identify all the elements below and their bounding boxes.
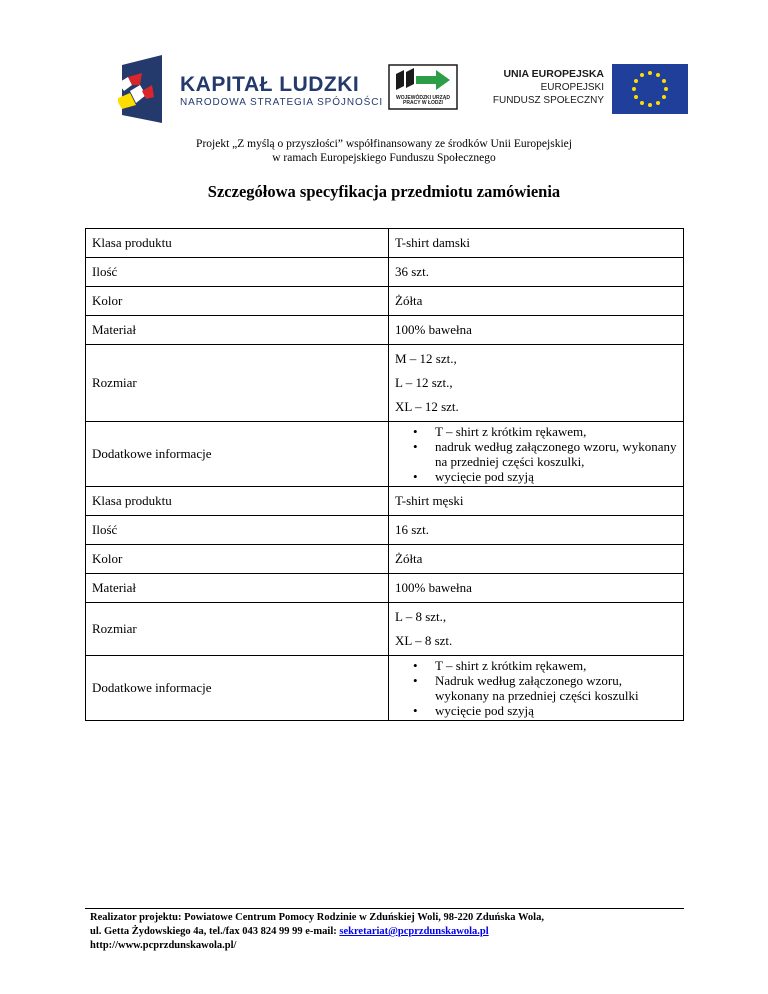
project-line-1: Projekt „Z myślą o przyszłości” współfinansowany ze środków Unii Europejskiej [196,138,572,150]
cell-label: Klasa produktu [86,487,389,516]
table-row-size-1 [86,345,684,422]
size-line: L – 12 szt., [395,375,453,390]
table-row-size-2 [86,603,684,656]
specification-table [85,228,684,721]
kapital-ludzki-title: KAPITAŁ LUDZKI [180,73,360,96]
size-line: L – 8 szt., [395,609,447,624]
table-row-info-1 [86,422,684,487]
table-row-qty-2 [86,516,684,545]
footer-line-2 [90,925,730,939]
list-item: • wycięcie pod szyją [435,703,677,718]
cell-value: 36 szt. [389,258,684,287]
cell-label: Materiał [86,316,389,345]
table-row-qty-1 [86,258,684,287]
footer [90,911,730,953]
size-line: XL – 8 szt. [395,633,453,648]
table-row-class-2 [86,487,684,516]
website-link[interactable]: http://www.pcprzdunskawola.pl/ [90,940,237,951]
table-row-material-1 [86,316,684,345]
cell-label: Klasa produktu [86,229,389,258]
cell-label: Rozmiar [86,345,389,422]
kapital-ludzki-subtitle: NARODOWA STRATEGIA SPÓJNOŚCI [180,97,384,108]
list-item: • nadruk według załączonego wzoru, wykonany na przedniej części koszulki, [435,439,677,469]
cell-value: 16 szt. [389,516,684,545]
cell-label: Ilość [86,516,389,545]
info-list [395,424,677,484]
footer-divider [85,908,684,909]
list-item: • wycięcie pod szyją [435,469,677,484]
eu-line-2: EUROPEJSKI [540,82,604,93]
cell-value [389,345,684,422]
info-list [395,658,677,718]
cell-label: Dodatkowe informacje [86,422,389,487]
eu-line-3: FUNDUSZ SPOŁECZNY [492,95,604,106]
size-line: M – 12 szt., [395,351,457,366]
list-item: • T – shirt z krótkim rękawem, [435,658,677,673]
list-item: • Nadruk według załączonego wzoru, wykonany na przedniej części koszulki [435,673,677,703]
cell-value [389,422,684,487]
cell-value: Żółta [389,545,684,574]
table-row-color-2 [86,545,684,574]
cell-value: Żółta [389,287,684,316]
eu-text-block [478,68,604,107]
project-line-2: w ramach Europejskiego Funduszu Społecznego [272,152,496,164]
footer-address: ul. Getta Żydowskiego 4a, tel./fax 043 824 99 99 e-mail: [90,926,340,937]
cell-value [389,656,684,721]
email-link[interactable]: sekretariat@pcprzdunskawola.pl [339,926,489,937]
cell-label: Materiał [86,574,389,603]
cell-value: 100% bawełna [389,574,684,603]
cell-label: Dodatkowe informacje [86,656,389,721]
table-row-info-2 [86,656,684,721]
cell-label: Rozmiar [86,603,389,656]
cell-label: Ilość [86,258,389,287]
cell-label: Kolor [86,287,389,316]
document-title: Szczegółowa specyfikacja przedmiotu zamówienia [207,182,561,201]
footer-line-1: Realizator projektu: Powiatowe Centrum Pomocy Rodzinie w Zduńskiej Woli, 98-220 Zduńska Wola, [90,912,544,923]
table-row-class-1 [86,229,684,258]
list-item: • T – shirt z krótkim rękawem, [435,424,677,439]
project-info [0,137,768,165]
cell-value: T-shirt damski [389,229,684,258]
cell-value: 100% bawełna [389,316,684,345]
size-line: XL – 12 szt. [395,399,459,414]
eu-flag-icon [612,64,688,114]
cell-value [389,603,684,656]
table-row-color-1 [86,287,684,316]
table-row-material-2 [86,574,684,603]
kapital-ludzki-logo-icon [118,55,166,123]
eu-line-1: UNIA EUROPEJSKA [503,68,604,80]
cell-value: T-shirt męski [389,487,684,516]
wup-lodz-text: WOJEWÓDZKI URZĄD PRACY W ŁODZI [396,95,450,106]
cell-label: Kolor [86,545,389,574]
